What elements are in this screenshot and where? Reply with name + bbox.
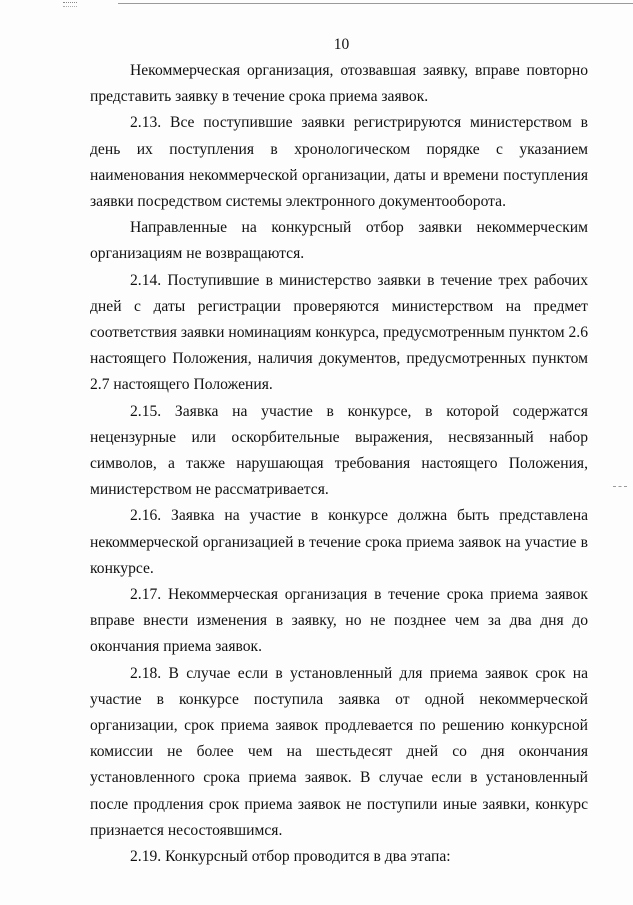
paragraph-2-17: 2.17. Некоммерческая организация в течение срока приема заявок вправе внести изменения в заявку, но не позднее чем за два дня до окончания приема заявок. — [90, 586, 588, 656]
document-body — [90, 58, 588, 870]
paragraph-2-15: 2.15. Заявка на участие в конкурсе, в которой содержатся нецензурные или оскорбительные выражения, несвязанный набор символов, а также нарушающая требования настоящего Положения, министерством не рассматривается. — [90, 402, 588, 499]
paragraph-2-18: 2.18. В случае если в установленный для приема заявок срок на участие в конкурсе поступила заявка от одной некоммерческой организации, срок приема заявок продлевается по решению конкурсной комиссии не более чем на шестьдесят дней со дня окончания установленного срока приема заявок. В случае если в установленный после продления срок приема заявок не поступили иные заявки, конкурс признается несостоявшимся. — [90, 664, 588, 839]
page-number: 10 — [333, 36, 350, 53]
top-rule — [118, 3, 633, 4]
margin-mark — [613, 486, 627, 487]
paragraph-not-returned: Направленные на конкурсный отбор заявки некоммерческим организациям не возвращаются. — [90, 219, 588, 263]
paragraph-2-14: 2.14. Поступившие в министерство заявки в течение трех рабочих дней с даты регистрации проверяются министерством на предмет соответствия заявки номинациям конкурса, предусмотренным пунктом 2.6 настоящего Положения, наличия документов, предусмотренных пунктом 2.7 настоящего Положения. — [90, 271, 588, 394]
paragraph-withdrawal: Некоммерческая организация, отозвавшая заявку, вправе повторно представить заявку в течение срока приема заявок. — [90, 62, 588, 106]
paragraph-2-13: 2.13. Все поступившие заявки регистрируются министерством в день их поступления в хронологическом порядке с указанием наименования некоммерческой организации, даты и времени поступления заявки посредством системы электронного документооборота. — [90, 114, 588, 211]
paragraph-2-19: 2.19. Конкурсный отбор проводится в два этапа: — [130, 848, 451, 866]
scan-mark — [63, 2, 77, 7]
paragraph-2-16: 2.16. Заявка на участие в конкурсе должна быть представлена некоммерческой организацией в течение срока приема заявок на участие в конкурсе. — [90, 507, 588, 577]
